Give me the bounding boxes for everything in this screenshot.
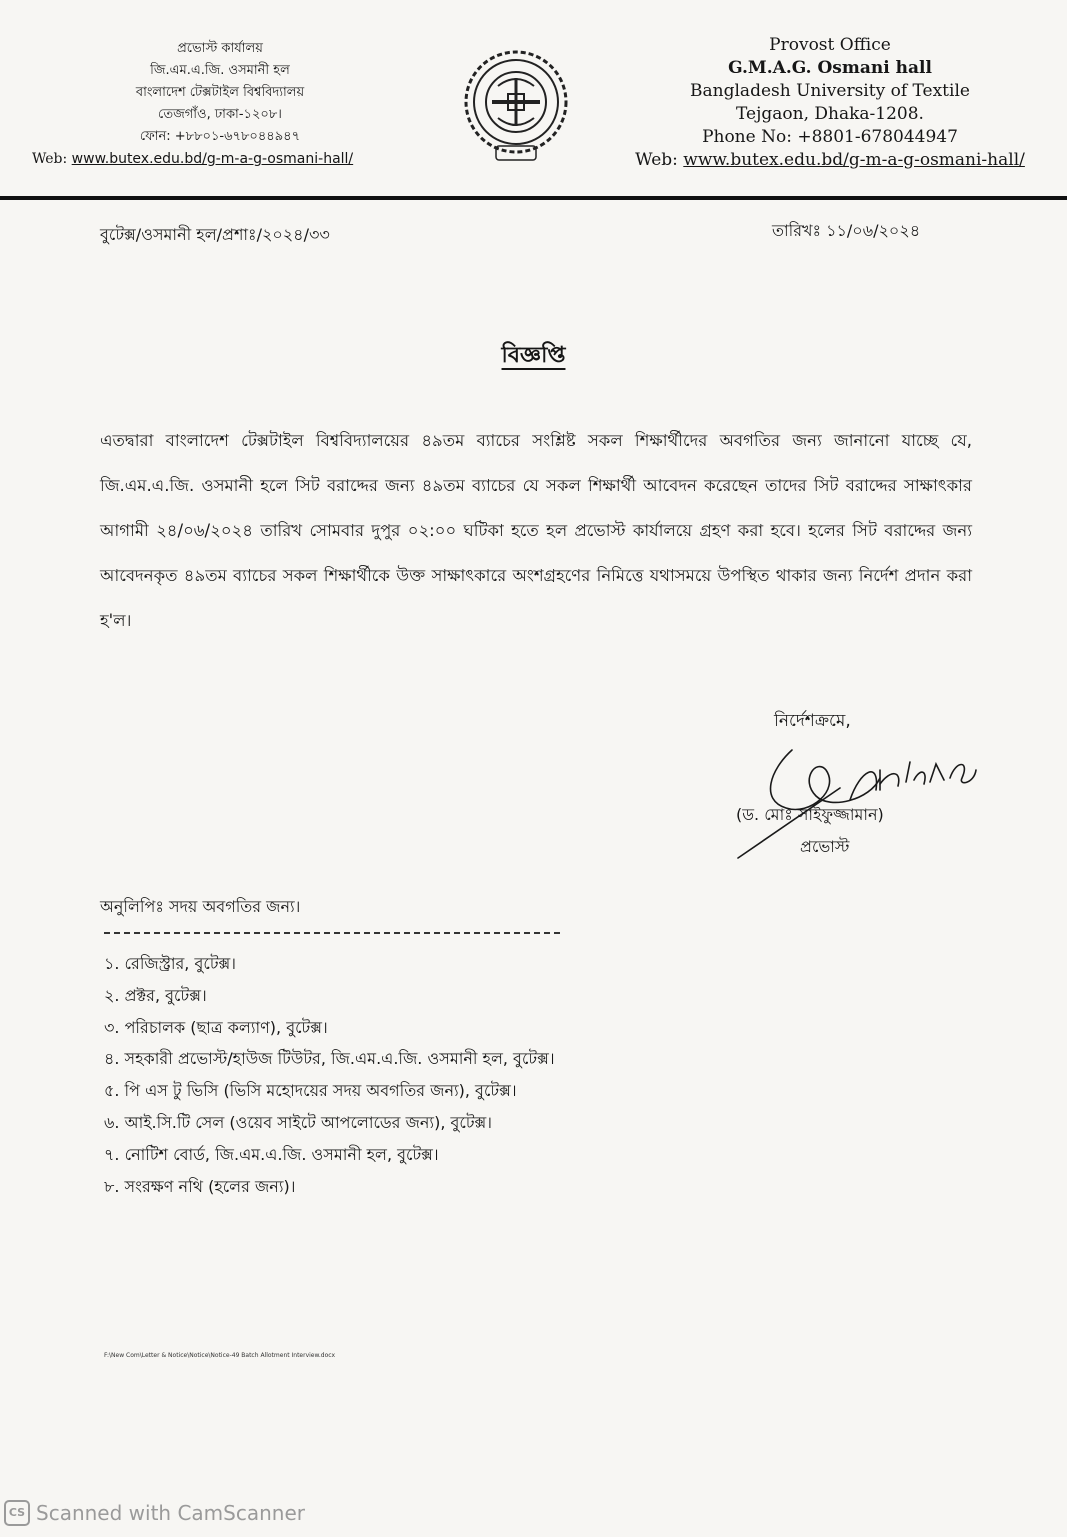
list-item: ৭. নোটিশ বোর্ড, জি.এম.এ.জি. ওসমানী হল, বুটেক্স। bbox=[104, 1144, 439, 1164]
copies-heading: অনুলিপিঃ সদয় অবগতির জন্য। bbox=[100, 897, 301, 916]
web-english bbox=[620, 149, 1040, 172]
list-item: ৬. আই.সি.টি সেল (ওয়েব সাইটে আপলোডের জন্য), বুটেক্স। bbox=[104, 1112, 493, 1132]
file-path-footer: F:\New Com\Letter & Notice\Notice\Notice-49 Batch Allotment Interview.docx bbox=[104, 1352, 336, 1359]
butex-logo-icon bbox=[462, 42, 570, 166]
list-item: ২. প্রক্টর, বুটেক্স। bbox=[104, 985, 207, 1005]
address-bangla: তেজগাঁও, ঢাকা-১২০৮। bbox=[158, 107, 282, 122]
web-prefix: Web: bbox=[32, 151, 68, 167]
phone-english: Phone No: +8801-678044947 bbox=[702, 127, 958, 147]
header-divider bbox=[0, 196, 1067, 200]
list-item: ৪. সহকারী প্রভোস্ট/হাউজ টিউটর, জি.এম.এ.জি. ওসমানী হল, বুটেক্স। bbox=[104, 1049, 555, 1069]
list-item: ৮. সংরক্ষণ নথি (হলের জন্য)। bbox=[104, 1176, 296, 1196]
copies-list bbox=[104, 948, 555, 1202]
notice-title bbox=[0, 338, 1067, 375]
notice-date: তারিখঃ ১১/০৬/২০২৪ bbox=[772, 221, 921, 240]
signatory-name: (ড. মোঃ সাইফুজ্জামান) bbox=[736, 805, 884, 824]
web-link-right[interactable]: www.butex.edu.bd/g-m-a-g-osmani-hall/ bbox=[683, 150, 1025, 170]
web-prefix: Web: bbox=[635, 150, 678, 170]
web-link-left[interactable]: www.butex.edu.bd/g-m-a-g-osmani-hall/ bbox=[71, 151, 354, 167]
camscanner-watermark bbox=[4, 1500, 305, 1526]
camscanner-text: Scanned with CamScanner bbox=[36, 1501, 305, 1525]
handwritten-signature-icon bbox=[730, 730, 990, 870]
notice-body: এতদ্বারা বাংলাদেশ টেক্সটাইল বিশ্ববিদ্যালয়ের ৪৯তম ব্যাচের সংশ্লিষ্ট সকল শিক্ষার্থীদের অবগতির জন্য জানানো যাচ্ছে যে, জি.এম.এ.জি. ওসমানী হলে সিট বরাদ্দের জন্য ৪৯তম ব্যাচের যে সকল শিক্ষার্থী আবেদন করেছেন তাদের সিট বরাদ্দের সাক্ষাৎকার আগামী ২৪/০৬/২০২৪ তারিখ সোমবার দুপুর ০২:০০ ঘটিকা হতে হল প্রভোস্ট কার্যালয়ে গ্রহণ করা হবে। হলের সিট বরাদ্দের জন্য আবেদনকৃত ৪৯তম ব্যাচের সকল শিক্ষার্থীকে উক্ত সাক্ষাৎকারে অংশগ্রহণের নিমিত্তে যথাসময়ে উপস্থিত থাকার জন্য নির্দেশ প্রদান করা হ'ল। bbox=[100, 431, 972, 630]
address-english: Tejgaon, Dhaka-1208. bbox=[736, 104, 924, 124]
hall-english: G.M.A.G. Osmani hall bbox=[728, 58, 932, 78]
list-item: ১. রেজিস্ট্রার, বুটেক্স। bbox=[104, 954, 237, 973]
list-item: ৫. পি এস টু ভিসি (ভিসি মহোদয়ের সদয় অবগতির জন্য), বুটেক্স। bbox=[104, 1081, 517, 1101]
web-bangla bbox=[20, 148, 420, 170]
letterhead-bangla bbox=[20, 38, 420, 170]
dashed-divider bbox=[104, 932, 560, 934]
by-order-label: নির্দেশক্রমে, bbox=[774, 711, 851, 731]
university-bangla: বাংলাদেশ টেক্সটাইল বিশ্ববিদ্যালয় bbox=[135, 85, 305, 100]
camscanner-logo-icon: CS bbox=[4, 1500, 30, 1526]
list-item: ৩. পরিচালক (ছাত্র কল্যাণ), বুটেক্স। bbox=[104, 1017, 328, 1037]
office-english: Provost Office bbox=[769, 35, 891, 55]
signatory-designation: প্রভোস্ট bbox=[800, 837, 850, 856]
hall-bangla: জি.এম.এ.জি. ওসমানী হল bbox=[150, 63, 290, 78]
notice-title-text: বিজ্ঞপ্তি bbox=[501, 343, 566, 368]
reference-number: বুটেক্স/ওসমানী হল/প্রশাঃ/২০২৪/৩৩ bbox=[100, 225, 330, 244]
phone-bangla: ফোন: +৮৮০১-৬৭৮০৪৪৯৪৭ bbox=[139, 129, 301, 144]
letterhead-english bbox=[620, 34, 1040, 172]
university-english: Bangladesh University of Textile bbox=[690, 81, 970, 101]
office-bangla: প্রভোস্ট কার্যালয় bbox=[177, 41, 263, 56]
